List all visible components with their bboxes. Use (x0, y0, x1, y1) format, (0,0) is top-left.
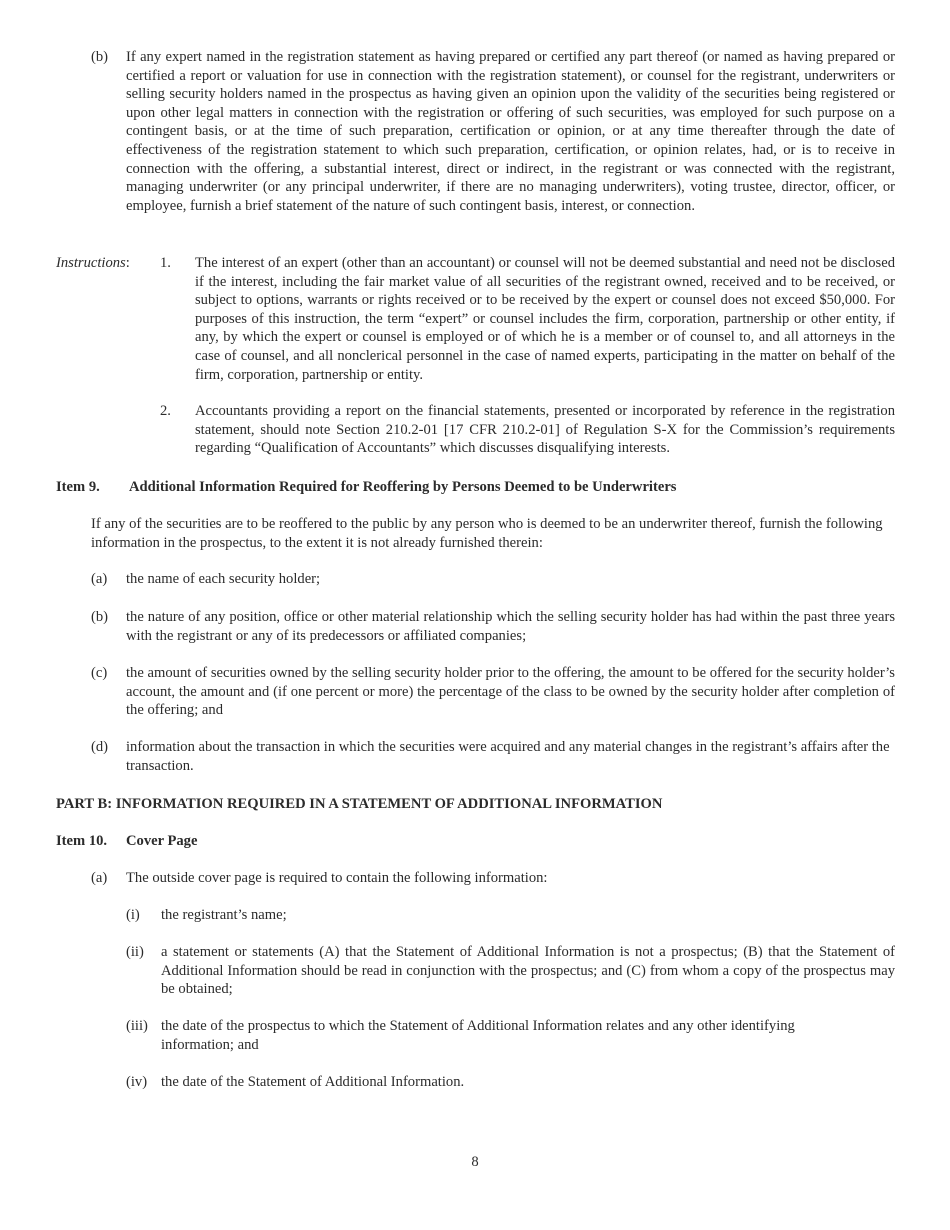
item-10-a (91, 869, 895, 888)
item-9-d-label: (d) (91, 739, 109, 755)
instruction-1 (160, 254, 895, 384)
item-9-heading (56, 478, 896, 497)
item-10-iv-text: the date of the Statement of Additional Information. (161, 1074, 465, 1090)
item-10-i (126, 906, 895, 925)
item-10-i-label: (i) (126, 907, 140, 923)
paragraph-b (91, 48, 895, 215)
item-10-ii-label: (ii) (126, 944, 144, 960)
item-9-b (91, 608, 895, 645)
paragraph-b-text: If any expert named in the registration statement as having prepared or certified any part thereof (or named as having prepared or certified a report or valuation for use in connection with the registration statement), or counsel for the registrant, underwriters or selling security holders named in the prospectus as having given an opinion upon the validity of the securities being registered or upon other legal matters in connection with the registration or offering of such securities, was employed for such purpose on a contingent basis, or at the time of such preparation, certification or opinion, or at any time thereafter through the date of effectiveness of the registration statement to which such preparation, certification, or opinion relates, had, or is to receive in connection with the offering, a substantial interest, direct or indirect, in the registrant or was connected with the registrant, managing underwriter (or any principal underwriter, if there are no managing underwriters), voting trustee, director, officer, or employee, furnish a brief statement of the nature of such contingent basis, interest, or connection. (126, 49, 895, 214)
item-10-ii-text: a statement or statements (A) that the Statement of Additional Information is not a prospectus; (B) that the Statement of Additional Information should be read in conjunction with the prospectus; and (C) from whom a copy of the prospectus may be obtained; (161, 944, 895, 998)
part-b-heading: PART B: INFORMATION REQUIRED IN A STATEMENT OF ADDITIONAL INFORMATION (56, 796, 663, 812)
item-9-a-label: (a) (91, 571, 108, 587)
item-9-number: Item 9. (56, 479, 100, 495)
item-9-a-text: the name of each security holder; (126, 571, 321, 587)
item-9-c (91, 664, 895, 720)
item-9-title: Additional Information Required for Reoffering by Persons Deemed to be Underwriters (129, 479, 677, 495)
instructions-label-text: Instructions (56, 255, 126, 271)
page-number: 8 (471, 1154, 479, 1170)
item-9-a (91, 570, 895, 589)
paragraph-b-label: (b) (91, 49, 109, 65)
item-10-iii-label: (iii) (126, 1018, 148, 1034)
instruction-2 (160, 402, 895, 458)
item-9-d-text: information about the transaction in which the securities were acquired and any material changes in the registrant’s affairs after the transaction. (126, 739, 890, 774)
item-10-title: Cover Page (126, 833, 198, 849)
item-9-intro-text: If any of the securities are to be reoffered to the public by any person who is deemed to be an underwriter thereof, furnish the following information in the prospectus, to the extent it is not already furnished therein: (91, 516, 883, 551)
item-10-heading (56, 832, 896, 851)
item-9-b-label: (b) (91, 609, 109, 625)
item-10-ii (126, 943, 895, 999)
item-10-i-text: the registrant’s name; (161, 907, 287, 923)
item-10-iii (126, 1017, 895, 1054)
item-9-b-text: the nature of any position, office or other material relationship which the selling security holder has had within the past three years with the registrant or any of its predecessors or affiliated companies; (126, 609, 895, 644)
instructions-label (56, 254, 130, 273)
item-10-iv (126, 1073, 895, 1092)
instruction-1-number: 1. (160, 255, 171, 271)
item-9-c-label: (c) (91, 665, 108, 681)
item-9-c-text: the amount of securities owned by the selling security holder prior to the offering, the amount to be offered for the security holder’s account, the amount and (if one percent or more) the percentage of the class to be owned by the security holder after completion of the offering; and (126, 665, 895, 719)
instruction-2-number: 2. (160, 403, 171, 419)
instruction-2-text: Accountants providing a report on the financial statements, presented or incorporated by reference in the registration statement, should note Section 210.2-01 [17 CFR 210.2-01] of Regulation S-X for the Commission’s requirements regarding “Qualification of Accountants” which discusses disqualifying interests. (195, 403, 895, 457)
item-10-number: Item 10. (56, 833, 108, 849)
item-10-a-text: The outside cover page is required to contain the following information: (126, 870, 548, 886)
item-9-d (91, 738, 895, 775)
instruction-1-text: The interest of an expert (other than an accountant) or counsel will not be deemed substantial and need not be disclosed if the interest, including the fair market value of all securities of the registrant owned, received and to be received, or subject to options, warrants or rights received or to be received by the expert or counsel does not exceed $50,000. For purposes of this instruction, the term “expert” or counsel includes the firm, corporation, partnership or other entity, if any, by which the expert or counsel is employed or of which he is a member or of counsel to, and all attorneys in the case of counsel, and all nonclerical personnel in the case of named experts, participating in the matter on behalf of the firm, corporation, partnership or entity. (195, 255, 895, 383)
item-10-iv-label: (iv) (126, 1074, 148, 1090)
instructions-label-colon: : (125, 255, 130, 271)
item-10-iii-text: the date of the prospectus to which the Statement of Additional Information relates and any other identifying information; and (161, 1018, 795, 1053)
item-9-intro (91, 515, 895, 552)
item-10-a-label: (a) (91, 870, 108, 886)
